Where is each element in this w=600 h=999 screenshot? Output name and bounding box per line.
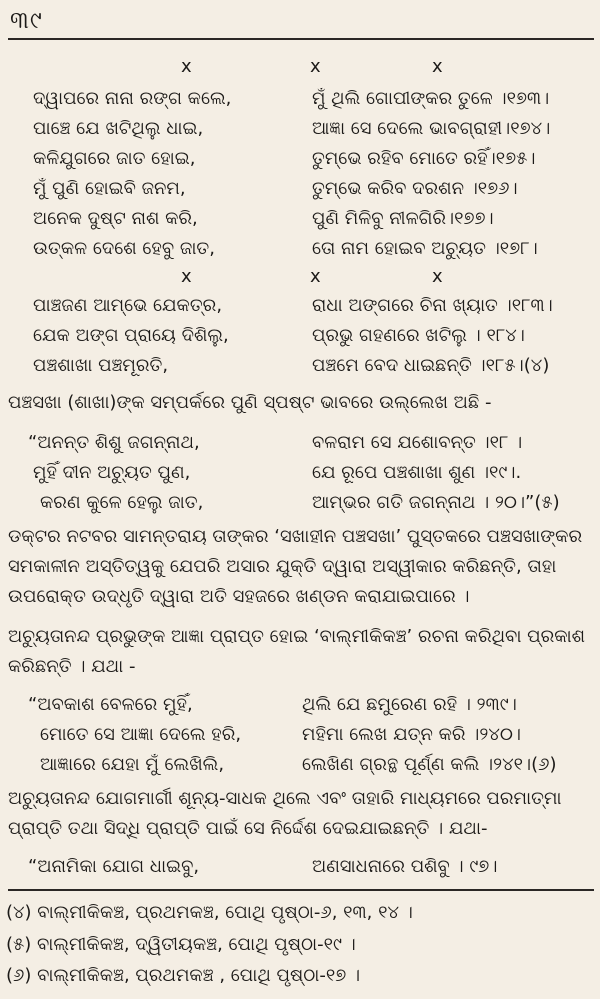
verse-right: ତୁମ୍ଭେ କରିବ ଦରଶନ ।୧୭୬। — [312, 178, 518, 199]
verse-left: “ଅବକାଶ ବେଳରେ ମୁହିଁ, — [28, 694, 193, 715]
verse-left: ପାଞ୍ଚେ ଯେ ଖଟିଥିଲୁ ଧାଇ, — [33, 118, 204, 139]
verse-right: ମୁଁ ଥିଲି ଗୋପୀଙ୍କର ତୁଳେ ।୧୭୩। — [312, 88, 550, 109]
verse-left: ଉତ୍କଳ ଦେଶେ ହେବୁ ଜାତ, — [33, 238, 215, 259]
x-mark: x — [310, 56, 321, 77]
verse-right: ଲେଖିଣ ଗ୍ରନ୍ଥ ପୂର୍ଣ୍ଣ କଲି ।୨୪୧।(୬) — [302, 754, 557, 775]
paragraph: ପଞ୍ଚସଖା (ଶାଖା)ଙ୍କ ସମ୍ପର୍କରେ ପୁଣି ସ୍ପଷ୍ଟ ଭାବରେ ଉଲ୍ଲେଖ ଅଛି - — [8, 392, 492, 413]
verse-right: ଅଣସାଧନାରେ ପଶିବୁ । ୯୭। — [312, 856, 498, 877]
verse-right: ତୁମ୍ଭେ ରହିବ ମୋତେ ରହିଁ।୧୭୫। — [312, 148, 536, 169]
verse-right: ପୁଣି ମିଳିବୁ ନୀଳଗିରି।୧୭୭। — [312, 208, 494, 229]
verse-right: ଆଜ୍ଞା ସେ ଦେଲେ ଭାବଗ୍ରାହୀ।୧୭୪। — [312, 118, 551, 139]
footnote: (୪) ବାଲ୍ମୀକିକଞ୍ଚ, ପ୍ରଥମକଞ୍ଚ, ପୋଥି ପୃଷ୍ଠା-୬, ୧୩, ୧୪ । — [6, 902, 413, 923]
x-mark: x — [181, 266, 192, 287]
x-mark: x — [181, 56, 192, 77]
verse-right: ତୋ ନାମ ହୋଇବ ଅଚ୍ୟୁତ ।୧୭୮। — [312, 238, 538, 259]
paragraph: ଅଚ୍ୟୁତାନନ୍ଦ ଯୋଗମାର୍ଗୀ ଶୂନ୍ୟ-ସାଧକ ଥିଲେ ଏବଂ ତାହାରି ମାଧ୍ୟମରେ ପରମାତ୍ମା ପ୍ରାପ୍ତି ତଥା ସିଦ୍ଧି ପ୍ରାପ୍ତି ପାଇଁ ସେ ନିର୍ଦ୍ଦେଶ ଦେଇଯାଇଛନ୍ତି । ଯଥା- — [8, 788, 562, 839]
verse-right: ପ୍ରଭୁ ଗହଣରେ ଖଟିଲୁ । ୧୮୪। — [312, 325, 525, 346]
verse-right: ମହିମା ଲେଖ ଯତ୍ନ କରି ।୨୪୦। — [302, 724, 522, 745]
footnote-rule — [8, 889, 594, 891]
verse-right: ଯେ ରୂପେ ପଞ୍ଚଶାଖା ଶୁଣ ।୧୯।. — [312, 462, 522, 483]
verse-right: ଆମ୍ଭର ଗତି ଜଗନ୍ନାଥ । ୨୦।”(୫) — [312, 492, 560, 513]
x-mark: x — [432, 266, 443, 287]
page-number: ୩୯ — [10, 6, 43, 34]
verse-right: ଥିଲି ଯେ ଛମୁରେଣ ରହି । ୨୩୯। — [302, 694, 517, 715]
verse-right: ବଳରାମ ସେ ଯଶୋବନ୍ତ ।୧୮ । — [312, 432, 523, 453]
header-rule — [8, 38, 594, 40]
paragraph: ଡକ୍ଟର ନଟବର ସାମନ୍ତରାୟ ତାଙ୍କର ‘ସଖାହୀନ ପଞ୍ଚସଖା’ ପୁସ୍ତକରେ ପଞ୍ଚସଖାଙ୍କର ସମକାଳୀନ ଅସ୍ତିତ୍ୱକୁ ଯେପରି ଅସାର ଯୁକ୍ତି ଦ୍ୱାରା ଅସ୍ୱୀକାର କରିଛନ୍ତି, ତାହା ଉପରୋକ୍ତ ଉଦ୍ଧୃତି ଦ୍ୱାରା ଅତି ସହଜରେ ଖଣ୍ଡନ କରାଯାଇପାରେ । — [8, 526, 583, 607]
verse-right: ରାଧା ଅଙ୍ଗରେ ଚିନା ଖ୍ୟାତ ।୧୮୩। — [312, 295, 553, 316]
paragraph: ଅଚ୍ୟୁତାନନ୍ଦ ପ୍ରଭୁଙ୍କ ଆଜ୍ଞା ପ୍ରାପ୍ତ ହୋଇ ‘ବାଲ୍ମୀକିକଞ୍ଚ’ ରଚନା କରିଥିବା ପ୍ରକାଶ କରିଛନ୍ତି । ଯଥା - — [8, 626, 586, 677]
verse-left: କରଣ କୁଳେ ହେଲୁ ଜାତ, — [40, 492, 204, 513]
x-mark: x — [310, 266, 321, 287]
separator-x-marks — [0, 56, 600, 80]
verse-left: ଆଜ୍ଞାରେ ଯେହା ମୁଁ ଲେଖିଲି, — [40, 754, 225, 775]
verse-left: ଦ୍ୱାପରେ ନାନା ରଙ୍ଗ କଲେ, — [33, 88, 232, 109]
verse-left: ମୋତେ ସେ ଆଜ୍ଞା ଦେଲେ ହରି, — [40, 724, 242, 745]
verse-left: ପଞ୍ଚଶାଖା ପଞ୍ଚମୂରତି, — [33, 355, 169, 376]
verse-left: ମୁଁ ପୁଣି ହୋଇବି ଜନମ, — [33, 178, 186, 199]
verse-left: ପାଞ୍ଚଜଣ ଆମ୍ଭେ ଯେକତ୍ର, — [33, 295, 223, 316]
verse-left: ଯେକ ଅଙ୍ଗ ପ୍ରାୟେ ଦିଶିଲୁ, — [33, 325, 229, 346]
verse-left: “ଅନନ୍ତ ଶିଶୁ ଜଗନ୍ନାଥ, — [28, 432, 200, 453]
footnote: (୫) ବାଲ୍ମୀକିକଞ୍ଚ, ଦ୍ୱିତୀୟକଞ୍ଚ, ପୋଥି ପୃଷ୍ଠା-୧୯ । — [6, 934, 356, 955]
verse-left: ଅନେକ ଦୁଷ୍ଟ ନାଶ କରି, — [33, 208, 198, 229]
footnote: (୬) ବାଲ୍ମୀକିକଞ୍ଚ, ପ୍ରଥମକଞ୍ଚ , ପୋଥି ପୃଷ୍ଠା-୧୭ । — [6, 965, 361, 986]
x-mark: x — [432, 56, 443, 77]
verse-left: “ଅନାମିକା ଯୋଗ ଧାଇବୁ, — [28, 856, 200, 877]
verse-left: ମୁହିଁ ଦୀନ ଅଚ୍ୟୁତ ପୁଣ, — [33, 462, 191, 483]
separator-x-marks — [0, 266, 600, 290]
verse-left: କଳିଯୁଗରେ ଜାତ ହୋଇ, — [33, 148, 196, 169]
verse-right: ପଞ୍ଚମେ ବେଦ ଧାଇଛନ୍ତି ।୧୮୫।(୪) — [312, 355, 550, 376]
